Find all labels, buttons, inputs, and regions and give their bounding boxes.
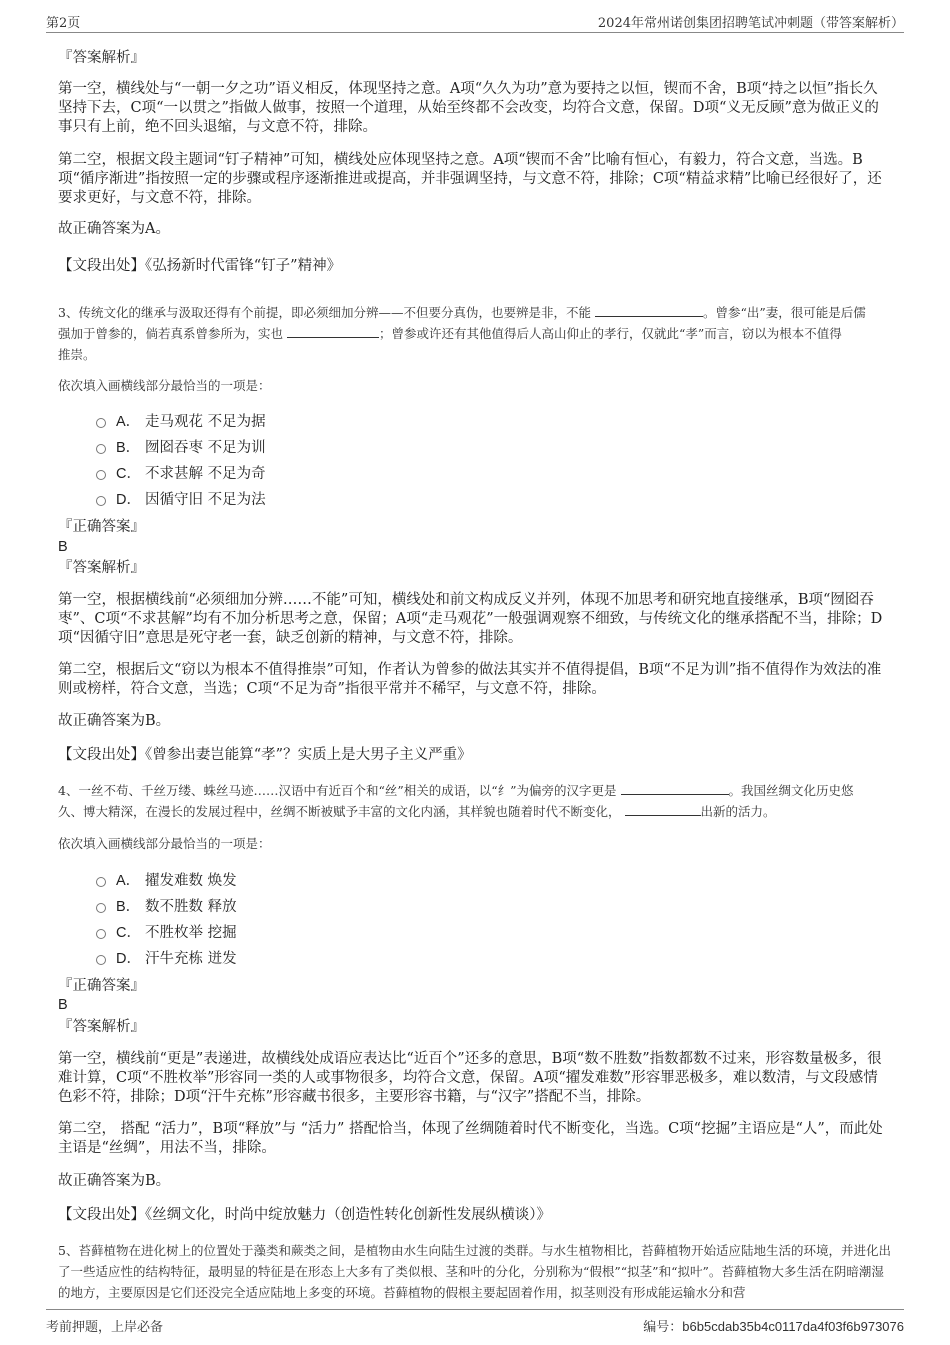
footer-slogan: 考前押题，上岸必备 <box>46 1320 164 1335</box>
q3-analysis-p2: 第二空，根据后文“窃以为根本不值得推崇”可知，作者认为曾参的做法其实并不值得提倡，B项“不足为训”指不值得作为效法的准则或榜样，符合文意，当选；C项“不足为奇”指很平常并不稀罕，与文意不符，排除。 <box>58 662 882 697</box>
q3-prompt: 依次填入画横线部分最恰当的一项是： <box>58 378 271 393</box>
radio-icon[interactable] <box>96 444 106 454</box>
q4-conclusion: 故正确答案为B。 <box>58 1173 171 1189</box>
q3-answer: B <box>58 539 68 555</box>
q3-blank-2 <box>287 325 379 338</box>
page-number: 第2页 <box>46 16 81 31</box>
q4-option-c[interactable]: C． 不胜枚举 挖掘 <box>96 924 237 943</box>
q3-analysis-p1: 第一空，根据横线前“必须细加分辨……不能”可知，横线处和前文构成反义并列，体现不加思考和研究地直接继承，B项“囫囵吞枣”、C项“不求甚解”均有不加分析思考之意，保留；A项“走马观花”一般强调观察不细致，与传统文化的继承搭配不当，排除；D项“因循守旧”意思是死守老一套，缺乏创新的精神，与文意不符，排除。 <box>58 592 883 646</box>
q2-analysis-tag: 『答案解析』 <box>58 50 145 66</box>
q3-option-d[interactable]: D． 因循守旧 不足为法 <box>96 491 266 510</box>
q3-source: 【文段出处】《曾参出妻岂能算“孝”？实质上是大男子主义严重》 <box>58 747 472 763</box>
q3-conclusion: 故正确答案为B。 <box>58 713 171 729</box>
q4-question-text: 4、一丝不苟、千丝万缕、蛛丝马迹……汉语中有近百个和“丝”相关的成语，以“纟”为偏旁的汉字更是 。我国丝绸文化历史悠 久、博大精深，在漫长的发展过程中，丝绸不断被赋予丰富的文化内涵，其样貌也随着时代不断变化， 出新的活力。 <box>58 783 854 819</box>
footer-code <box>643 1316 904 1335</box>
q3-option-b[interactable]: B． 囫囵吞枣 不足为训 <box>96 439 266 458</box>
q4-analysis-tag: 『答案解析』 <box>58 1019 145 1035</box>
q4-source: 【文段出处】《丝绸文化，时尚中绽放魅力（创造性转化创新性发展纵横谈）》 <box>58 1207 551 1223</box>
q4-blank-1 <box>621 782 729 795</box>
q4-correct-tag: 『正确答案』 <box>58 978 145 994</box>
page-footer <box>46 1309 904 1336</box>
q4-analysis-p1: 第一空，横线前“更是”表递进，故横线处成语应表达比“近百个”还多的意思，B项“数不胜数”指数都数不过来，形容数量极多，很难计算，C项“不胜枚举”形容同一类的人或事物很多，均符合文意，保留。A项“擢发难数”形容罪恶极多，难以数清，与文段感情色彩不符，排除；D项“汗牛充栋”形容藏书很多，主要形容书籍，与“汉字”搭配不当，排除。 <box>58 1051 882 1105</box>
q3-correct-tag: 『正确答案』 <box>58 519 145 535</box>
footer-code-label: 编号： <box>643 1320 683 1335</box>
radio-icon[interactable] <box>96 903 106 913</box>
q2-analysis-p1: 第一空，横线处与“一朝一夕之功”语义相反，体现坚持之意。A项“久久为功”意为要持之以恒，锲而不舍，B项“持之以恒”指长久坚持下去，C项“一以贯之”指做人做事，按照一个道理，从始至终都不会改变，均符合文意，保留。D项“义无反顾”意为做正义的事只有上前，绝不回头退缩，与文意不符，排除。 <box>58 81 879 135</box>
q4-option-b[interactable]: B． 数不胜数 释放 <box>96 898 237 917</box>
radio-icon[interactable] <box>96 877 106 887</box>
document-title: 2024年常州诺创集团招聘笔试冲刺题（带答案解析） <box>597 16 904 31</box>
q4-answer: B <box>58 997 68 1013</box>
radio-icon[interactable] <box>96 929 106 939</box>
radio-icon[interactable] <box>96 955 106 965</box>
q5-question-text: 5、苔藓植物在进化树上的位置处于藻类和蕨类之间，是植物由水生向陆生过渡的类群。与水生植物相比，苔藓植物开始适应陆地生活的环境，并进化出了一些适应性的结构特征，最明显的特征是在形态上大多有了类似根、茎和叶的分化，分别称为“假根”“拟茎”和“拟叶”。苔藓植物大多生活在阴暗潮湿的地方，主要原因是它们还没完全适应陆地上多变的环境。苔藓植物的假根主要起固着作用，拟茎则没有形成能运输水分和营 <box>58 1243 891 1300</box>
q2-source: 【文段出处】《弘扬新时代雷锋“钉子”精神》 <box>58 258 342 274</box>
q2-analysis-p2: 第二空，根据文段主题词“钉子精神”可知，横线处应体现坚持之意。A项“锲而不舍”比喻有恒心，有毅力，符合文意，当选。B项“循序渐进”指按照一定的步骤或程序逐渐推进或提高，并非强调坚持，与文意不符，排除；C项“精益求精”比喻已经很好了，还要求更好，与文意不符，排除。 <box>58 152 882 206</box>
q4-blank-2 <box>625 803 701 816</box>
q3-blank-1 <box>595 304 703 317</box>
q3-option-c[interactable]: C． 不求甚解 不足为奇 <box>96 465 266 484</box>
q4-option-a[interactable]: A． 擢发难数 焕发 <box>96 872 237 891</box>
q4-option-d[interactable]: D． 汗牛充栋 迸发 <box>96 950 237 969</box>
footer-code-value: b6b5cdab35b4c0117da4f03f6b973076 <box>682 1319 904 1334</box>
q3-question-text: 3、传统文化的继承与汲取还得有个前提，即必须细加分辨——不但要分真伪，也要辨是非，不能 。曾参“出”妻，很可能是后儒 强加于曾参的，倘若真系曾参所为，实也 ；曾参或许还有其他值得后人高山仰止的孝行，仅就此“孝”而言，窃以为根本不值得 推崇。 <box>58 305 866 362</box>
q4-analysis-p2: 第二空， 搭配 “活力”，B项“释放”与 “活力” 搭配恰当，体现了丝绸随着时代不断变化，当选。C项“挖掘”主语应是“人”，而此处主语是“丝绸”，用法不当，排除。 <box>58 1121 883 1156</box>
q2-conclusion: 故正确答案为A。 <box>58 221 170 237</box>
radio-icon[interactable] <box>96 496 106 506</box>
q4-prompt: 依次填入画横线部分最恰当的一项是： <box>58 836 271 851</box>
radio-icon[interactable] <box>96 470 106 480</box>
q3-option-a[interactable]: A． 走马观花 不足为据 <box>96 413 266 432</box>
radio-icon[interactable] <box>96 418 106 428</box>
q3-analysis-tag: 『答案解析』 <box>58 560 145 576</box>
page-header <box>46 10 904 33</box>
